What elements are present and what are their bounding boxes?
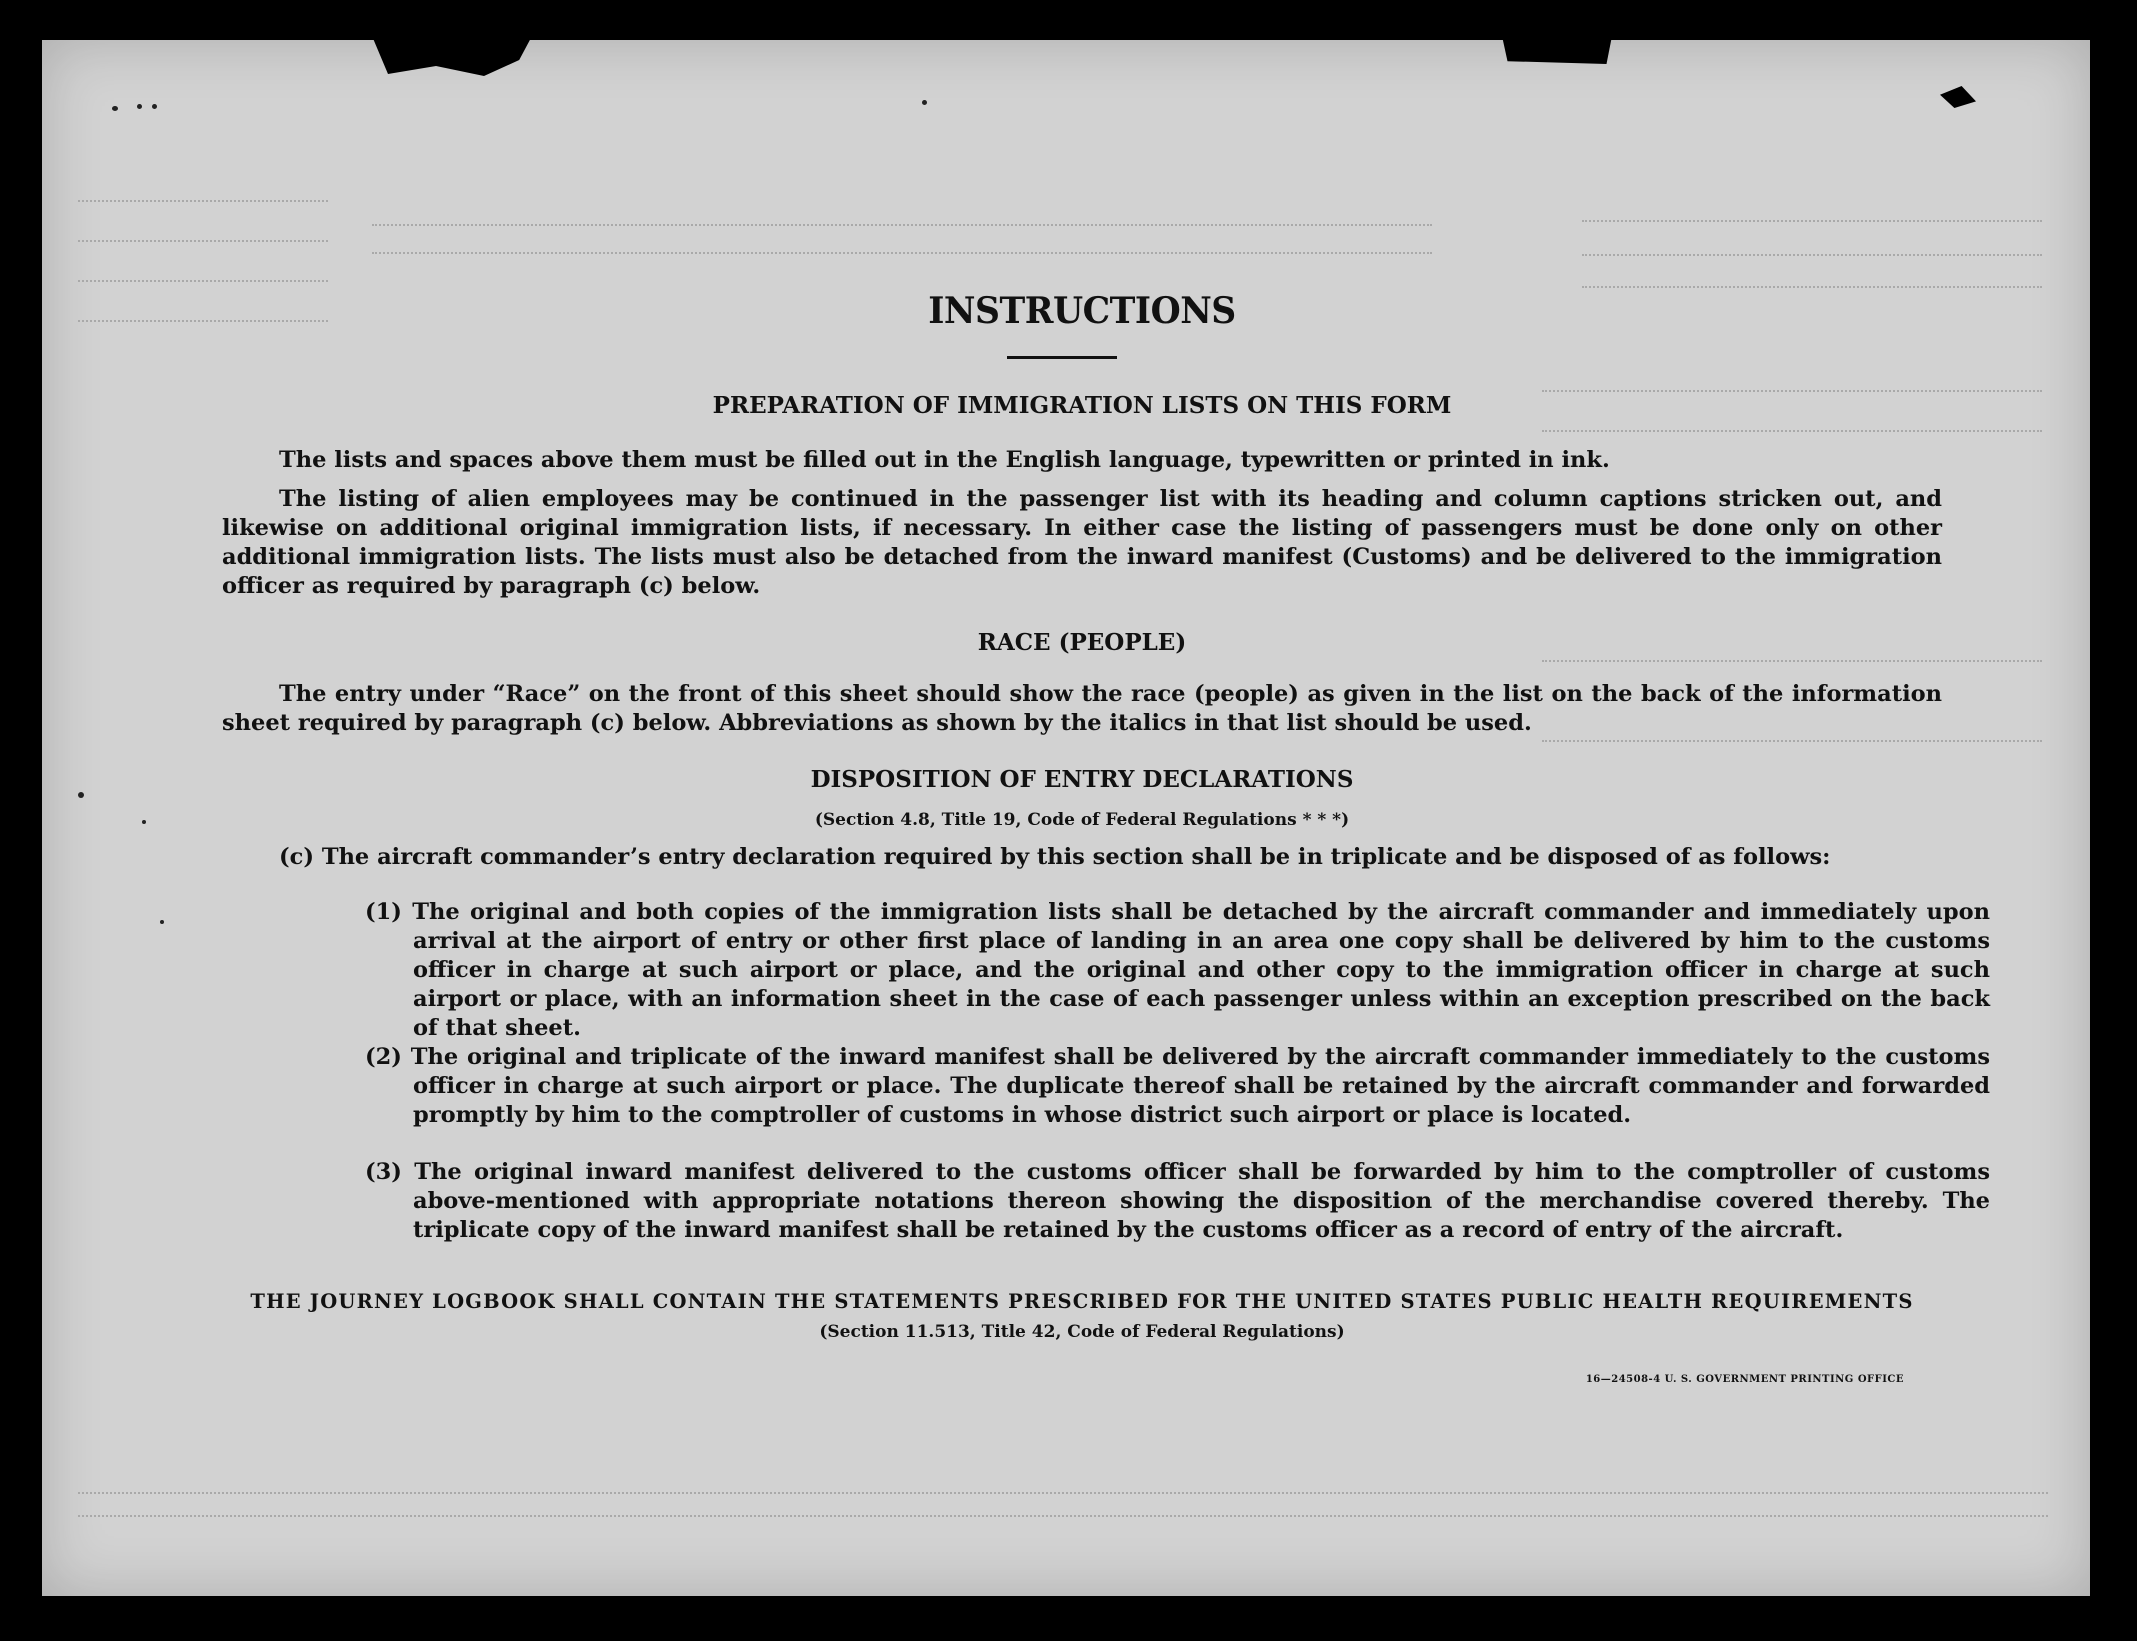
disposition-item-2: (2) The original and triplicate of the inward manifest shall be delivered by the aircraft commander immediately to the customs officer in charge at such airport or place. The duplicate thereof shall be retained by the aircraft commander and forwarded promptly by him to the comptroller of customs in whose district such airport or place is located. <box>365 1044 1990 1128</box>
speck <box>922 100 927 105</box>
disposition-intro: (c) The aircraft commander’s entry declaration required by this section shall be in triplicate and be disposed of as follows: <box>279 844 1831 870</box>
public-health-statement: THE JOURNEY LOGBOOK SHALL CONTAIN THE STATEMENTS PRESCRIBED FOR THE UNITED STATES PUBLIC HEALTH REQUIREMENTS <box>250 1290 1914 1313</box>
public-health-citation: (Section 11.513, Title 42, Code of Federal Regulations) <box>819 1322 1345 1342</box>
printer-mark: 16—24508-4 U. S. GOVERNMENT PRINTING OFFICE <box>1585 1374 1904 1385</box>
speck <box>142 820 146 824</box>
speck <box>78 792 84 798</box>
race-paragraph: The entry under “Race” on the front of this sheet should show the race (people) as given in the list on the back of the information sheet required by paragraph (c) below. Abbreviations as shown by the italics in that list should be used. <box>222 681 1942 736</box>
bleed-through-line <box>78 280 328 282</box>
speck <box>152 104 157 109</box>
disposition-citation: (Section 4.8, Title 19, Code of Federal Regulations * * *) <box>814 810 1350 830</box>
bleed-through-line <box>1582 220 2042 222</box>
bleed-through-line <box>78 1492 2048 1494</box>
speck <box>112 106 118 111</box>
bleed-through-line <box>78 200 328 202</box>
page-title: INSTRUCTIONS <box>928 290 1236 332</box>
torn-edge-top-left <box>372 40 532 76</box>
race-heading: RACE (PEOPLE) <box>977 629 1187 656</box>
bleed-through-line <box>78 1515 2048 1517</box>
bleed-through-line <box>1542 430 2042 432</box>
preparation-heading: PREPARATION OF IMMIGRATION LISTS ON THIS FORM <box>712 392 1452 419</box>
speck <box>137 104 142 109</box>
bleed-through-line <box>1542 660 2042 662</box>
disposition-heading: DISPOSITION OF ENTRY DECLARATIONS <box>810 766 1354 793</box>
disposition-item-3: (3) The original inward manifest delivered to the customs officer shall be forwarded by him to the comptroller of customs above-mentioned with appropriate notations thereon showing the disposition of the merchandise covered thereby. The triplicate copy of the inward manifest shall be retained by the customs officer as a record of entry of the aircraft. <box>365 1159 1990 1243</box>
speck <box>160 920 164 924</box>
document-sheet <box>42 40 2090 1596</box>
preparation-paragraph-2: The listing of alien employees may be continued in the passenger list with its heading and column captions stricken out, and likewise on additional original immigration lists, if necessary. In either case the listing of passengers must be done only on other additional immigration lists. The lists must also be detached from the inward manifest (Customs) and be delivered to the immigration officer as required by paragraph (c) below. <box>222 486 1942 599</box>
torn-edge-top-right <box>1502 40 1612 64</box>
bleed-through-line <box>1582 286 2042 288</box>
bleed-through-line <box>78 240 328 242</box>
bleed-through-line <box>372 224 1432 226</box>
preparation-paragraph-1: The lists and spaces above them must be filled out in the English language, typewritten or printed in ink. <box>279 447 1610 473</box>
bleed-through-line <box>1582 254 2042 256</box>
bleed-through-line <box>1542 740 2042 742</box>
disposition-item-1: (1) The original and both copies of the immigration lists shall be detached by the aircraft commander and immediately upon arrival at the airport of entry or other first place of landing in an area one copy shall be delivered by him to the customs officer in charge at such airport or place, and the original and other copy to the immigration officer in charge at such airport or place, with an information sheet in the case of each passenger unless within an exception prescribed on the back of that sheet. <box>365 899 1990 1041</box>
bleed-through-line <box>372 252 1432 254</box>
title-underline <box>1007 356 1117 359</box>
torn-corner-mark <box>1940 86 1976 108</box>
